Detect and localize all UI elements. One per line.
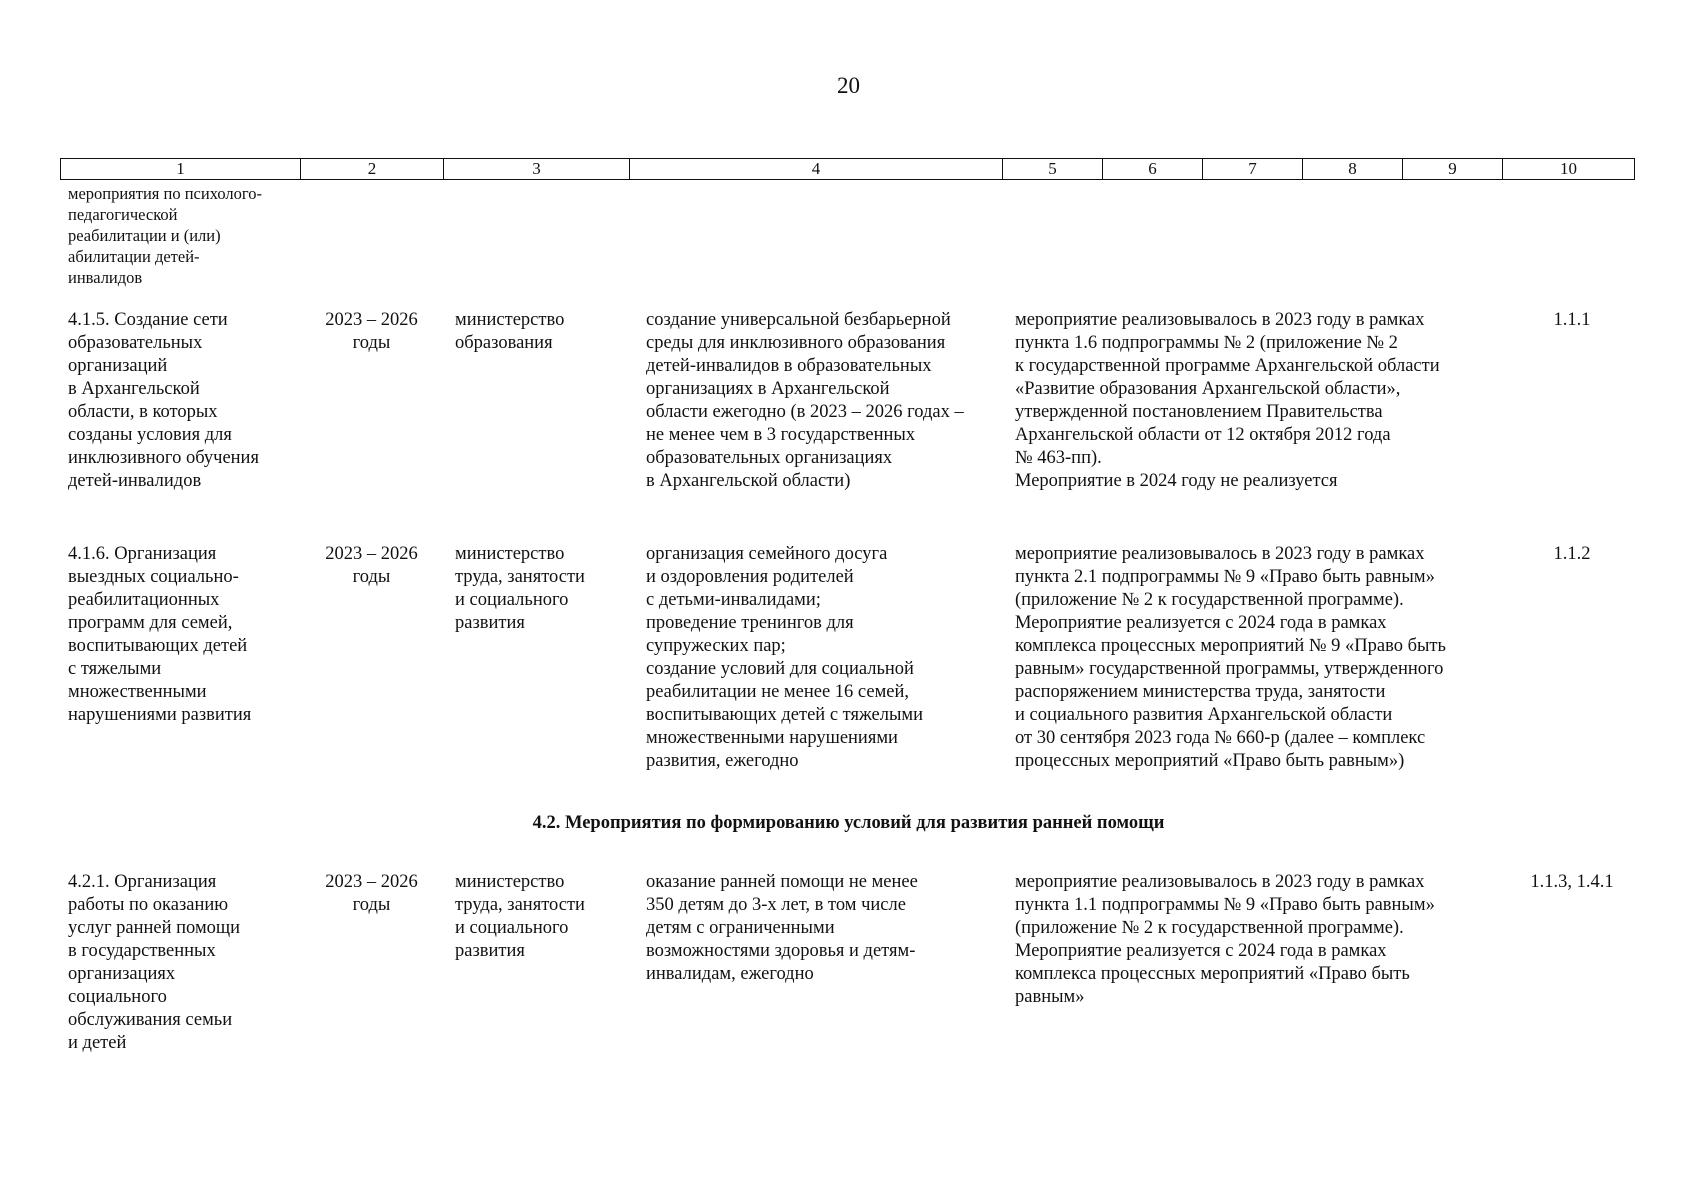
measure-executor: министерство образования	[455, 310, 565, 353]
measure-name: 4.1.6. Организация выездных социально- реабилитационных программ для семей, воспитывающих детей с тяжелыми множественными нарушениями развития	[68, 544, 252, 725]
measure-period: 2023 – 2026 годы	[325, 310, 418, 353]
header-col-3: 3	[444, 159, 630, 180]
measure-indicator: 1.1.3, 1.4.1	[1530, 872, 1614, 892]
measure-name: 4.2.1. Организация работы по оказанию услуг ранней помощи в государственных организациях социального обслуживания семьи и детей	[68, 872, 241, 1053]
measure-executor: министерство труда, занятости и социального развития	[455, 544, 585, 633]
continuation-measure-name: мероприятия по психолого- педагогической реабилитации и (или) абилитации детей- инвалидов	[68, 184, 262, 287]
measure-period: 2023 – 2026 годы	[325, 544, 418, 587]
measure-result: организация семейного досуга и оздоровления родителей с детьми-инвалидами; проведение тренингов для супружеских пар; создание условий для социальной реабилитации не менее 16 семей, воспитывающих детей с тяжелыми множественными нарушениями развития, ежегодно	[646, 544, 924, 771]
measure-info: мероприятие реализовывалось в 2023 году в рамках пункта 2.1 подпрограммы № 9 «Право быть равным» (приложение № 2 к государственной программе). Мероприятие реализуется с 2024 года в рамках комплекса процессных мероприятий № 9 «Право быть равным» государственной программы, утвержденного распоряжением министерства труда, занятости и социального развития Архангельской области от 30 сентября 2023 года № 660-р (далее – комплекс процессных мероприятий «Право быть равным»)	[1015, 544, 1446, 771]
header-col-10: 10	[1503, 159, 1635, 180]
measure-info: мероприятие реализовывалось в 2023 году в рамках пункта 1.6 подпрограммы № 2 (приложение № 2 к государственной программе Архангельской области «Развитие образования Архангельской области», утвержденной постановлением Правительства Архангельской области от 12 октября 2012 года № 463-пп). Мероприятие в 2024 году не реализуется	[1015, 310, 1440, 491]
measure-result: создание универсальной безбарьерной среды для инклюзивного образования детей-инвалидов в образовательных организациях в Архангельской области ежегодно (в 2023 – 2026 годах – не менее чем в 3 государственных образовательных организациях в Архангельской области)	[646, 310, 964, 491]
header-col-1: 1	[61, 159, 301, 180]
header-col-2: 2	[301, 159, 444, 180]
measure-executor: министерство труда, занятости и социального развития	[455, 872, 585, 961]
header-col-5: 5	[1003, 159, 1103, 180]
header-col-7: 7	[1203, 159, 1303, 180]
measure-indicator: 1.1.2	[1553, 544, 1591, 564]
measure-period: 2023 – 2026 годы	[325, 872, 418, 915]
section-heading: 4.2. Мероприятия по формированию условий для развития ранней помощи	[532, 813, 1165, 833]
page-number: 20	[837, 73, 860, 98]
measure-name: 4.1.5. Создание сети образовательных организаций в Архангельской области, в которых созданы условия для инклюзивного обучения детей-инвалидов	[68, 310, 259, 491]
measure-indicator: 1.1.1	[1553, 310, 1591, 330]
measure-result: оказание ранней помощи не менее 350 детям до 3-х лет, в том числе детям с ограниченными возможностями здоровья и детям- инвалидам, ежегодно	[646, 872, 918, 984]
column-number-header	[60, 158, 1635, 180]
header-row	[61, 159, 1635, 180]
header-col-9: 9	[1403, 159, 1503, 180]
header-col-4: 4	[630, 159, 1003, 180]
header-col-8: 8	[1303, 159, 1403, 180]
measure-info: мероприятие реализовывалось в 2023 году в рамках пункта 1.1 подпрограммы № 9 «Право быть равным» (приложение № 2 к государственной программе). Мероприятие реализуется с 2024 года в рамках комплекса процессных мероприятий «Право быть равным»	[1015, 872, 1435, 1007]
header-col-6: 6	[1103, 159, 1203, 180]
